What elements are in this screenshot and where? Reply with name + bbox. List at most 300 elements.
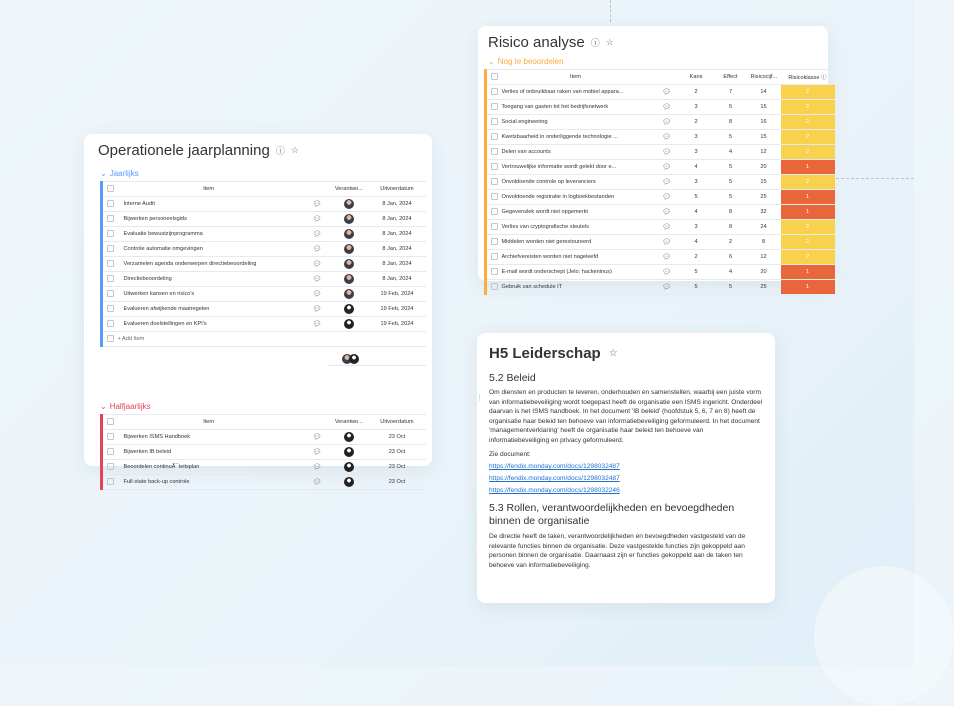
chat-bubble-icon[interactable]: 💬︎: [662, 149, 671, 156]
updates-cell[interactable]: [656, 175, 678, 190]
updates-cell[interactable]: [656, 100, 678, 115]
item-cell[interactable]: Interne Audit: [114, 197, 304, 212]
updates-cell[interactable]: [656, 145, 678, 160]
row-select-cell[interactable]: [486, 130, 496, 145]
owner-cell[interactable]: [330, 475, 368, 490]
updates-cell[interactable]: [656, 190, 678, 205]
updates-cell[interactable]: [304, 242, 330, 257]
chat-bubble-icon[interactable]: 💬︎: [312, 276, 322, 283]
updates-cell[interactable]: [656, 130, 678, 145]
row-select-cell[interactable]: [486, 205, 496, 220]
item-cell[interactable]: Full-state back-up controle: [114, 475, 304, 490]
score-cell[interactable]: 15: [747, 130, 781, 145]
checkbox[interactable]: [491, 238, 498, 245]
link-list: [489, 461, 763, 497]
item-cell[interactable]: Evalueren doelstellingen en KPI's: [114, 317, 304, 332]
group-header[interactable]: [100, 402, 426, 411]
score-cell[interactable]: 14: [747, 85, 781, 100]
date-cell[interactable]: 19 Feb, 2024: [368, 317, 426, 332]
avatar[interactable]: [344, 244, 354, 254]
item-cell[interactable]: Bijwerken IB beleid: [114, 445, 304, 460]
row-select-cell[interactable]: [102, 197, 114, 212]
updates-cell[interactable]: [656, 85, 678, 100]
effect-cell[interactable]: 4: [715, 265, 747, 280]
owner-cell[interactable]: [330, 302, 368, 317]
checkbox[interactable]: [491, 178, 498, 185]
table-row[interactable]: [486, 280, 835, 295]
row-select-cell[interactable]: [102, 242, 114, 257]
effect-cell[interactable]: 6: [715, 250, 747, 265]
owner-cell[interactable]: [330, 257, 368, 272]
avatar[interactable]: [349, 354, 359, 364]
score-cell[interactable]: 12: [747, 250, 781, 265]
chat-bubble-icon[interactable]: 💬︎: [662, 104, 671, 111]
date-cell[interactable]: 8 Jan, 2024: [368, 197, 426, 212]
item-cell[interactable]: Toegang van gasten tot het bedrijfsnetwerk: [496, 100, 656, 115]
date-cell[interactable]: 8 Jan, 2024: [368, 257, 426, 272]
owner-cell[interactable]: [330, 445, 368, 460]
checkbox[interactable]: [491, 133, 498, 140]
row-select-cell[interactable]: [102, 287, 114, 302]
checkbox[interactable]: [491, 253, 498, 260]
score-cell[interactable]: 16: [747, 115, 781, 130]
table-row[interactable]: [486, 130, 835, 145]
effect-cell[interactable]: 5: [715, 130, 747, 145]
score-cell[interactable]: 25: [747, 280, 781, 295]
chat-bubble-icon[interactable]: 💬︎: [312, 201, 322, 208]
row-select-cell[interactable]: [486, 265, 496, 280]
updates-cell[interactable]: [304, 272, 330, 287]
table-row[interactable]: [486, 175, 835, 190]
checkbox[interactable]: [107, 448, 114, 455]
table-row[interactable]: [102, 227, 427, 242]
item-cell[interactable]: Verzamelen agenda onderwerpen directiebeoordeling: [114, 257, 304, 272]
avatar[interactable]: [344, 259, 354, 269]
date-cell[interactable]: 8 Jan, 2024: [368, 272, 426, 287]
chevron-down-icon[interactable]: ⌄: [100, 169, 107, 178]
date-cell[interactable]: 19 Feb, 2024: [368, 287, 426, 302]
owner-cell[interactable]: [330, 212, 368, 227]
avatar[interactable]: [344, 199, 354, 209]
effect-cell[interactable]: 7: [715, 85, 747, 100]
risk-class-cell[interactable]: 1: [781, 205, 835, 220]
date-cell[interactable]: 8 Jan, 2024: [368, 227, 426, 242]
row-select-cell[interactable]: [486, 115, 496, 130]
checkbox[interactable]: [491, 163, 498, 170]
kans-cell[interactable]: 2: [678, 85, 715, 100]
effect-cell[interactable]: 8: [715, 205, 747, 220]
row-select-cell[interactable]: [102, 272, 114, 287]
date-cell[interactable]: 23 Oct: [368, 460, 426, 475]
risk-class-cell[interactable]: 2: [781, 115, 835, 130]
table-row[interactable]: [486, 100, 835, 115]
effect-cell[interactable]: 2: [715, 235, 747, 250]
group-header[interactable]: [100, 169, 426, 178]
effect-cell[interactable]: 5: [715, 160, 747, 175]
row-select-cell[interactable]: [102, 430, 114, 445]
owner-cell[interactable]: [330, 197, 368, 212]
date-cell[interactable]: 8 Jan, 2024: [368, 212, 426, 227]
avatar[interactable]: [344, 304, 354, 314]
checkbox[interactable]: [107, 290, 114, 297]
column-header-item[interactable]: Item: [114, 182, 304, 197]
table-row[interactable]: [486, 190, 835, 205]
item-cell[interactable]: Bijwerken ISMS Handboek: [114, 430, 304, 445]
risk-class-cell[interactable]: 1: [781, 265, 835, 280]
row-select-cell[interactable]: [102, 460, 114, 475]
table-row[interactable]: [486, 160, 835, 175]
checkbox[interactable]: [107, 320, 114, 327]
chevron-down-icon[interactable]: ⌄: [100, 402, 107, 411]
column-header-klasse[interactable]: [781, 70, 835, 85]
chat-bubble-icon[interactable]: 💬︎: [312, 321, 322, 328]
checkbox[interactable]: [491, 73, 498, 80]
select-all-cell[interactable]: [102, 182, 114, 197]
updates-cell[interactable]: [656, 250, 678, 265]
table-header-row: [486, 70, 835, 85]
table-row[interactable]: [102, 430, 427, 445]
item-cell[interactable]: Vertrouwelijke informatie wordt gelekt door e...: [496, 160, 656, 175]
risk-class-cell[interactable]: 2: [781, 145, 835, 160]
chat-bubble-icon[interactable]: 💬︎: [312, 291, 322, 298]
table-row[interactable]: [486, 220, 835, 235]
risk-class-cell[interactable]: 2: [781, 235, 835, 250]
owner-cell[interactable]: [330, 460, 368, 475]
row-select-cell[interactable]: [486, 100, 496, 115]
table-row[interactable]: [486, 85, 835, 100]
item-cell[interactable]: Delen van accounts: [496, 145, 656, 160]
row-select-cell[interactable]: [486, 280, 496, 295]
chat-bubble-icon[interactable]: 💬︎: [662, 209, 671, 216]
updates-cell[interactable]: [304, 227, 330, 242]
risk-class-cell[interactable]: 2: [781, 130, 835, 145]
risk-class-cell[interactable]: 1: [781, 160, 835, 175]
avatar[interactable]: [344, 274, 354, 284]
chat-bubble-icon[interactable]: 💬︎: [662, 179, 671, 186]
updates-cell[interactable]: [304, 475, 330, 490]
row-select-cell[interactable]: [102, 227, 114, 242]
updates-cell[interactable]: [656, 160, 678, 175]
drag-handle-icon[interactable]: ⋮: [476, 395, 483, 402]
updates-cell[interactable]: [304, 302, 330, 317]
row-select-cell[interactable]: [486, 220, 496, 235]
table-row[interactable]: [102, 212, 427, 227]
item-cell[interactable]: Archiefvereisten worden niet nageleefd: [496, 250, 656, 265]
doc-link[interactable]: https://fendix.monday.com/docs/1298032487: [489, 475, 620, 483]
chat-bubble-icon[interactable]: 💬︎: [662, 239, 671, 246]
kans-cell[interactable]: 3: [678, 145, 715, 160]
chat-bubble-icon[interactable]: 💬︎: [662, 194, 671, 201]
updates-cell[interactable]: [304, 212, 330, 227]
table-row[interactable]: [102, 242, 427, 257]
kans-cell[interactable]: 3: [678, 100, 715, 115]
date-cell[interactable]: 19 Feb, 2024: [368, 302, 426, 317]
checkbox[interactable]: [107, 200, 114, 207]
chat-bubble-icon[interactable]: 💬︎: [312, 434, 322, 441]
item-cell[interactable]: Middelen worden niet gerestoureerd: [496, 235, 656, 250]
item-cell[interactable]: Verlies van cryptografische sleutels: [496, 220, 656, 235]
table-row[interactable]: [102, 317, 427, 332]
chat-bubble-icon[interactable]: 💬︎: [662, 89, 671, 96]
row-select-cell[interactable]: [102, 302, 114, 317]
risk-class-cell[interactable]: 1: [781, 190, 835, 205]
chat-bubble-icon[interactable]: 💬︎: [662, 164, 671, 171]
item-cell[interactable]: Kwetsbaarheid in onderliggende technologie ...: [496, 130, 656, 145]
chat-bubble-icon[interactable]: 💬︎: [312, 261, 322, 268]
updates-cell[interactable]: [656, 280, 678, 295]
chevron-down-icon[interactable]: ⌄: [488, 57, 495, 66]
add-item-row[interactable]: [102, 332, 427, 347]
row-select-cell[interactable]: [486, 190, 496, 205]
table-row[interactable]: [486, 250, 835, 265]
kans-cell[interactable]: 2: [678, 115, 715, 130]
checkbox[interactable]: [491, 193, 498, 200]
score-cell[interactable]: 24: [747, 220, 781, 235]
updates-cell[interactable]: [304, 197, 330, 212]
column-header-owner[interactable]: Verantwo...: [330, 415, 368, 430]
score-cell[interactable]: 25: [747, 190, 781, 205]
updates-cell[interactable]: [656, 220, 678, 235]
checkbox[interactable]: [107, 215, 114, 222]
column-header-score[interactable]: Risicocijf...: [747, 70, 781, 85]
item-cell[interactable]: Controle automatie omgevingen: [114, 242, 304, 257]
table-row[interactable]: [102, 445, 427, 460]
star-icon[interactable]: ☆: [608, 348, 618, 359]
checkbox[interactable]: [491, 223, 498, 230]
updates-cell[interactable]: [304, 257, 330, 272]
kans-cell[interactable]: 5: [678, 265, 715, 280]
checkbox[interactable]: [491, 118, 498, 125]
item-cell[interactable]: Beoordelen continuÃ¯teitsplan: [114, 460, 304, 475]
chat-bubble-icon[interactable]: 💬︎: [312, 479, 322, 486]
checkbox[interactable]: [107, 433, 114, 440]
kans-cell[interactable]: 4: [678, 235, 715, 250]
table-row[interactable]: [102, 475, 427, 490]
date-cell[interactable]: 23 Oct: [368, 445, 426, 460]
table-row[interactable]: [102, 272, 427, 287]
row-select-cell[interactable]: [486, 145, 496, 160]
column-header-item[interactable]: Item: [496, 70, 656, 85]
table-row[interactable]: [486, 145, 835, 160]
chat-bubble-icon[interactable]: 💬︎: [662, 134, 671, 141]
doc-link[interactable]: https://fendix.monday.com/docs/1298032246: [489, 487, 620, 495]
info-icon[interactable]: ⓘ: [590, 38, 600, 48]
table-row[interactable]: [102, 460, 427, 475]
add-item-button[interactable]: + Add Item: [114, 332, 426, 347]
kans-cell[interactable]: 5: [678, 280, 715, 295]
table-row[interactable]: [486, 235, 835, 250]
chat-bubble-icon[interactable]: 💬︎: [662, 119, 671, 126]
owner-cell[interactable]: [330, 317, 368, 332]
checkbox[interactable]: [491, 148, 498, 155]
kans-cell[interactable]: 3: [678, 220, 715, 235]
doc-link[interactable]: https://fendix.monday.com/docs/1298032487: [489, 463, 620, 471]
updates-cell[interactable]: [656, 265, 678, 280]
column-header-effect[interactable]: Effect: [715, 70, 747, 85]
info-icon[interactable]: ⓘ: [821, 75, 827, 81]
chat-bubble-icon[interactable]: 💬︎: [312, 246, 322, 253]
effect-cell[interactable]: 8: [715, 115, 747, 130]
risk-class-cell[interactable]: 1: [781, 280, 835, 295]
risk-class-cell[interactable]: 2: [781, 175, 835, 190]
row-select-cell[interactable]: [486, 175, 496, 190]
row-select-cell[interactable]: [102, 257, 114, 272]
risk-class-cell[interactable]: 2: [781, 220, 835, 235]
avatar[interactable]: [344, 319, 354, 329]
column-header-owner[interactable]: Verantwo...: [330, 182, 368, 197]
row-select-cell[interactable]: [102, 317, 114, 332]
risk-class-cell[interactable]: 2: [781, 250, 835, 265]
item-cell[interactable]: Onvoldoende registratie in logboekbestanden: [496, 190, 656, 205]
group-header[interactable]: [488, 57, 818, 66]
klasse-label: Risicoklasse: [788, 75, 820, 81]
updates-cell[interactable]: [304, 287, 330, 302]
checkbox[interactable]: [491, 268, 498, 275]
item-cell[interactable]: Bijwerken personeelsgids: [114, 212, 304, 227]
avatar[interactable]: [344, 289, 354, 299]
item-cell[interactable]: Directiebeoordeling: [114, 272, 304, 287]
item-cell[interactable]: Onvoldoende controle op leveranciers: [496, 175, 656, 190]
group-name: Halfjaarlijks: [109, 402, 151, 411]
item-cell[interactable]: E-mail wordt onderschept (Jelo: hackeninus): [496, 265, 656, 280]
updates-cell[interactable]: [656, 205, 678, 220]
risk-class-cell[interactable]: 2: [781, 85, 835, 100]
owner-cell[interactable]: [330, 272, 368, 287]
owner-cell[interactable]: [330, 430, 368, 445]
row-select-cell[interactable]: [486, 235, 496, 250]
table-row[interactable]: [486, 265, 835, 280]
item-cell[interactable]: Gegevenslek wordt niet opgemerkt: [496, 205, 656, 220]
updates-cell[interactable]: [304, 445, 330, 460]
chat-bubble-icon[interactable]: 💬︎: [312, 449, 322, 456]
checkbox[interactable]: [491, 283, 498, 290]
effect-cell[interactable]: 4: [715, 145, 747, 160]
owner-cell[interactable]: [330, 227, 368, 242]
checkbox[interactable]: [491, 208, 498, 215]
kans-cell[interactable]: 4: [678, 160, 715, 175]
avatar[interactable]: [344, 432, 354, 442]
row-select-cell[interactable]: [102, 212, 114, 227]
kans-cell[interactable]: 2: [678, 250, 715, 265]
chat-bubble-icon[interactable]: 💬︎: [662, 269, 671, 276]
item-cell[interactable]: Evaluatie bewustzijnprogramma: [114, 227, 304, 242]
score-cell[interactable]: 32: [747, 205, 781, 220]
effect-cell[interactable]: 5: [715, 175, 747, 190]
item-cell[interactable]: Social engineering: [496, 115, 656, 130]
table-row[interactable]: [486, 205, 835, 220]
row-select-cell[interactable]: [486, 160, 496, 175]
checkbox[interactable]: [107, 185, 114, 192]
item-cell[interactable]: Uitwerken kansen en risico's: [114, 287, 304, 302]
select-all-cell[interactable]: [486, 70, 496, 85]
avatar[interactable]: [344, 447, 354, 457]
updates-cell[interactable]: [656, 235, 678, 250]
checkbox[interactable]: [107, 463, 114, 470]
score-cell[interactable]: 20: [747, 265, 781, 280]
risk-class-cell[interactable]: 2: [781, 100, 835, 115]
date-cell[interactable]: 23 Oct: [368, 430, 426, 445]
date-cell[interactable]: 8 Jan, 2024: [368, 242, 426, 257]
item-cell[interactable]: Gebruik van schedule IT: [496, 280, 656, 295]
chat-bubble-icon[interactable]: 💬︎: [662, 254, 671, 261]
row-select-cell[interactable]: [102, 445, 114, 460]
score-cell[interactable]: 8: [747, 235, 781, 250]
checkbox[interactable]: [107, 418, 114, 425]
chat-bubble-icon[interactable]: 💬︎: [312, 231, 322, 238]
effect-cell[interactable]: 5: [715, 190, 747, 205]
avatar[interactable]: [344, 229, 354, 239]
select-all-cell[interactable]: [102, 415, 114, 430]
updates-cell[interactable]: [304, 317, 330, 332]
row-select-cell[interactable]: [486, 85, 496, 100]
operational-planning-card: [84, 134, 432, 486]
owner-cell[interactable]: [330, 287, 368, 302]
star-icon[interactable]: ☆: [605, 37, 614, 47]
date-cell[interactable]: 23 Oct: [368, 475, 426, 490]
table-row[interactable]: [102, 287, 427, 302]
effect-cell[interactable]: 8: [715, 220, 747, 235]
column-header-date[interactable]: Uitvoerdatum: [368, 182, 426, 197]
checkbox[interactable]: [107, 245, 114, 252]
checkbox[interactable]: [107, 275, 114, 282]
table-row[interactable]: [102, 257, 427, 272]
chat-bubble-icon[interactable]: 💬︎: [662, 284, 671, 291]
effect-cell[interactable]: 5: [715, 280, 747, 295]
avatar[interactable]: [344, 214, 354, 224]
row-select-cell[interactable]: [102, 475, 114, 490]
kans-cell[interactable]: 5: [678, 190, 715, 205]
score-cell[interactable]: 15: [747, 175, 781, 190]
connector-line: [610, 0, 611, 22]
checkbox[interactable]: [107, 305, 114, 312]
checkbox[interactable]: [491, 88, 498, 95]
checkbox[interactable]: [491, 103, 498, 110]
chat-bubble-icon[interactable]: 💬︎: [312, 216, 322, 223]
updates-cell[interactable]: [304, 460, 330, 475]
updates-cell[interactable]: [304, 430, 330, 445]
column-header-date[interactable]: Uitvoerdatum: [368, 415, 426, 430]
avatar[interactable]: [344, 462, 354, 472]
checkbox[interactable]: [107, 260, 114, 267]
table-header-row: [102, 415, 427, 430]
item-cell[interactable]: Evalueren afwijkende maatregelen: [114, 302, 304, 317]
info-icon[interactable]: ⓘ: [275, 146, 285, 156]
chat-bubble-icon[interactable]: 💬︎: [312, 306, 322, 313]
column-header-kans[interactable]: Kans: [678, 70, 715, 85]
score-cell[interactable]: 20: [747, 160, 781, 175]
kans-cell[interactable]: 3: [678, 130, 715, 145]
chat-bubble-icon[interactable]: 💬︎: [662, 224, 671, 231]
kans-cell[interactable]: 4: [678, 205, 715, 220]
item-cell[interactable]: Verlies of onbruikbaar raken van mobiel appara...: [496, 85, 656, 100]
avatar[interactable]: [344, 477, 354, 487]
column-header-item[interactable]: Item: [114, 415, 304, 430]
owner-cell[interactable]: [330, 242, 368, 257]
chat-bubble-icon[interactable]: 💬︎: [312, 464, 322, 471]
table-row[interactable]: [102, 197, 427, 212]
table-row[interactable]: [102, 302, 427, 317]
updates-cell[interactable]: [656, 115, 678, 130]
effect-cell[interactable]: 5: [715, 100, 747, 115]
table-row[interactable]: [486, 115, 835, 130]
score-cell[interactable]: 15: [747, 100, 781, 115]
checkbox[interactable]: [107, 478, 114, 485]
star-icon[interactable]: ☆: [290, 145, 299, 155]
checkbox[interactable]: [107, 230, 114, 237]
score-cell[interactable]: 12: [747, 145, 781, 160]
kans-cell[interactable]: 3: [678, 175, 715, 190]
row-select-cell[interactable]: [486, 250, 496, 265]
